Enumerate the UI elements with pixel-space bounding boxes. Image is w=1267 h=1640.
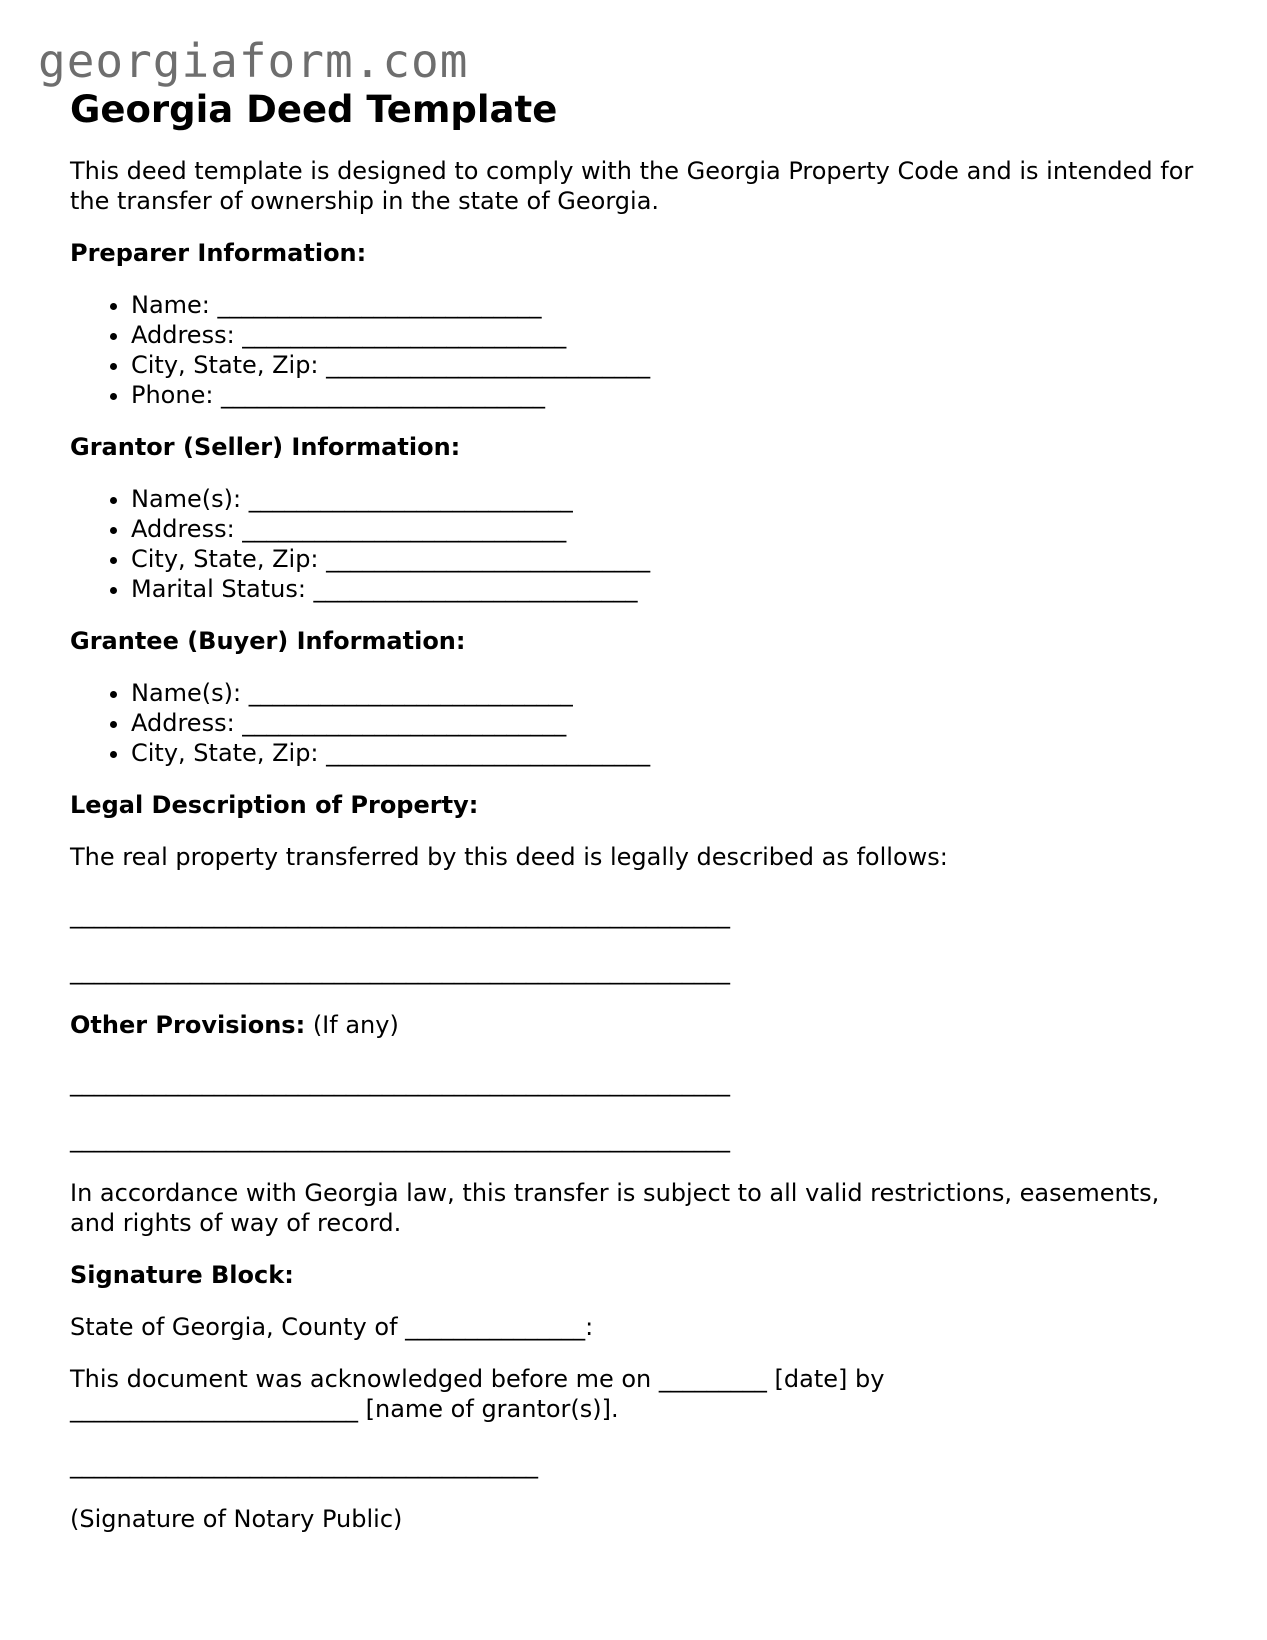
signature-block-heading: Signature Block: [70, 1261, 294, 1289]
grantor-names-field[interactable]: • Name(s): ___________________________ [131, 484, 1200, 514]
intro-paragraph: This deed template is designed to comply with the Georgia Property Code and is intended for the transfer of ownership in the state of Georgia. [70, 157, 1194, 215]
legal-description-line[interactable]: _______________________________________________________ [70, 957, 730, 985]
acknowledgment-line-1[interactable]: This document was acknowledged before me on _________ [date] by [70, 1365, 885, 1393]
grantor-address-field[interactable]: • Address: ___________________________ [131, 514, 1200, 544]
other-provisions-heading [70, 1010, 1200, 1040]
preparer-name-field[interactable]: • Name: ___________________________ [131, 290, 1200, 320]
other-provisions-label: Other Provisions: [70, 1011, 306, 1039]
grantor-list [70, 484, 1200, 604]
grantor-city-state-zip-field[interactable]: • City, State, Zip: ___________________________ [131, 544, 1200, 574]
grantee-names-field[interactable]: • Name(s): ___________________________ [131, 678, 1200, 708]
notary-signature-label: (Signature of Notary Public) [70, 1505, 403, 1533]
grantor-heading: Grantor (Seller) Information: [70, 433, 461, 461]
legal-description-text: The real property transferred by this deed is legally described as follows: [70, 843, 948, 871]
grantee-city-state-zip-field[interactable]: • City, State, Zip: ___________________________ [131, 738, 1200, 768]
preparer-city-state-zip-field[interactable]: • City, State, Zip: ___________________________ [131, 350, 1200, 380]
preparer-list [70, 290, 1200, 410]
other-provisions-line[interactable]: _______________________________________________________ [70, 1069, 730, 1097]
legal-description-line[interactable]: _______________________________________________________ [70, 901, 730, 929]
other-provisions-line[interactable]: _______________________________________________________ [70, 1125, 730, 1153]
grantee-list [70, 678, 1200, 768]
acknowledgment-line-2[interactable]: ________________________ [name of grantor(s)]. [70, 1395, 619, 1423]
accordance-paragraph: In accordance with Georgia law, this transfer is subject to all valid restrictions, easements, and rights of way of record. [70, 1179, 1160, 1237]
grantee-heading: Grantee (Buyer) Information: [70, 627, 466, 655]
county-line[interactable]: State of Georgia, County of _______________: [70, 1313, 594, 1341]
page-title: Georgia Deed Template [70, 88, 558, 131]
notary-signature-line[interactable]: _______________________________________ [70, 1451, 538, 1479]
grantor-marital-status-field[interactable]: • Marital Status: ___________________________ [131, 574, 1200, 604]
preparer-heading: Preparer Information: [70, 239, 367, 267]
deed-document [70, 88, 1200, 1534]
other-provisions-note: (If any) [305, 1011, 399, 1039]
preparer-address-field[interactable]: • Address: ___________________________ [131, 320, 1200, 350]
preparer-phone-field[interactable]: • Phone: ___________________________ [131, 380, 1200, 410]
watermark-text: georgiaform.com [38, 34, 469, 88]
legal-description-heading: Legal Description of Property: [70, 791, 479, 819]
grantee-address-field[interactable]: • Address: ___________________________ [131, 708, 1200, 738]
